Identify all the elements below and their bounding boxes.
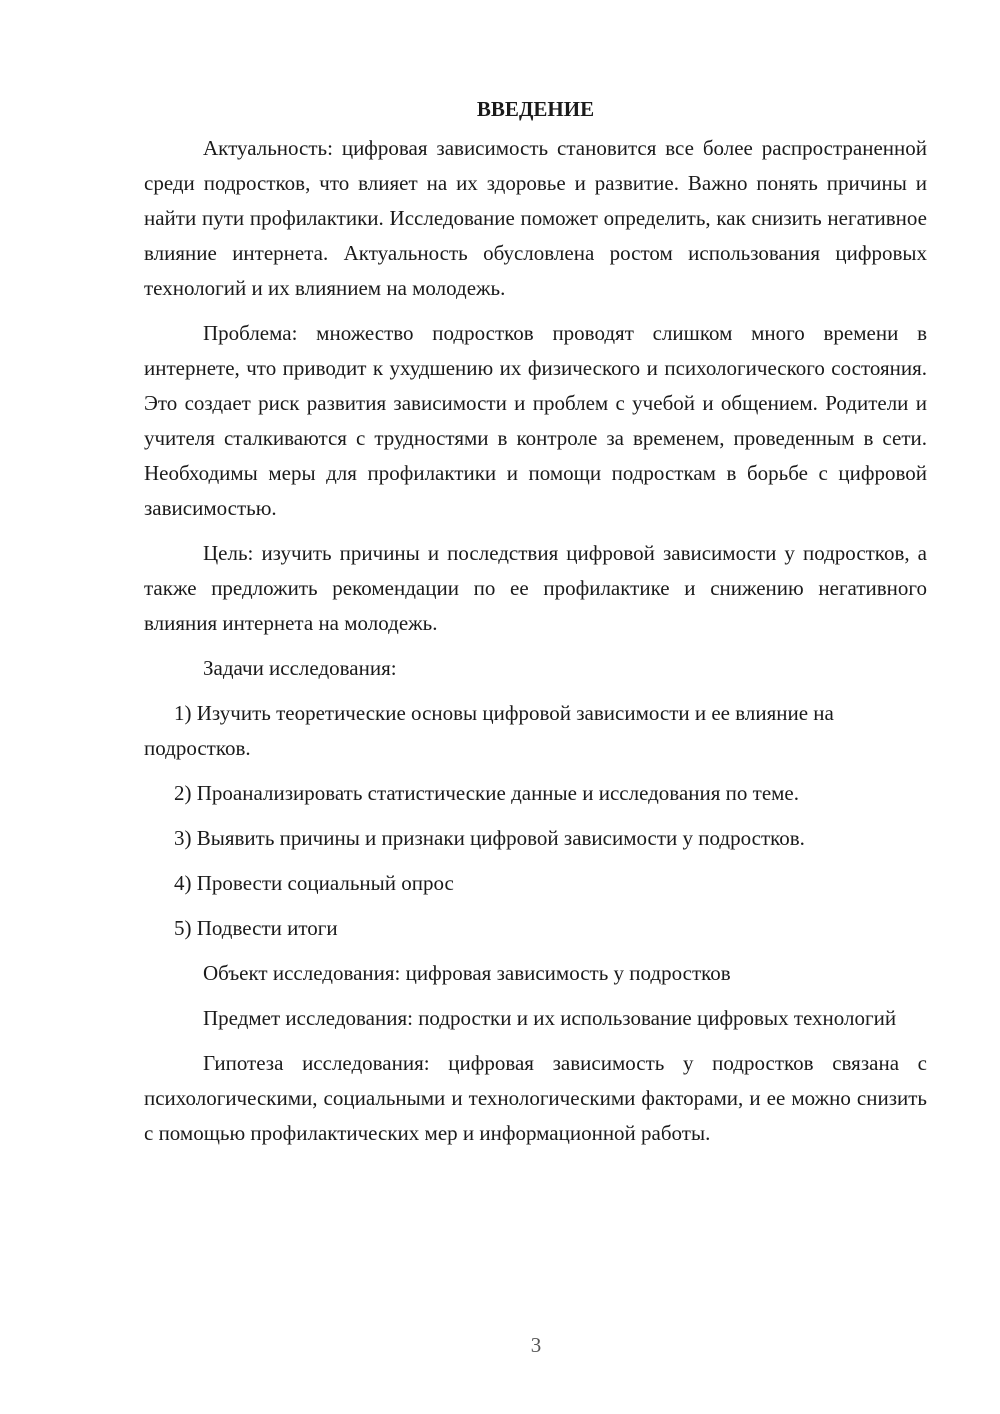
task-item: 3) Выявить причины и признаки цифровой зависимости у подростков. [174,826,805,850]
subject-paragraph: Предмет исследования: подростки и их использование цифровых технологий [203,1006,897,1030]
document-page [144,92,927,1161]
task-item: 1) Изучить теоретические основы цифровой зависимости и ее влияние на подростков. [144,701,834,760]
goal-paragraph: Цель: изучить причины и последствия цифровой зависимости у подростков, а также предложить рекомендации по ее профилактике и снижению негативного влияния интернета на молодежь. [144,541,927,635]
page-number: 3 [530,1333,542,1357]
tasks-list [144,696,927,946]
hypothesis-paragraph: Гипотеза исследования: цифровая зависимость у подростков связана с психологическими, социальными и технологическими факторами, и ее можно снизить с помощью профилактических мер и информационной работы. [144,1051,927,1145]
tasks-heading: Задачи исследования: [203,656,397,680]
task-item: 4) Провести социальный опрос [174,871,454,895]
problem-paragraph: Проблема: множество подростков проводят слишком много времени в интернете, что приводит к ухудшению их физического и психологического состояния. Это создает риск развития зависимости и проблем с учебой и общением. Родители и учителя сталкиваются с трудностями в контроле за временем, проведенным в сети. Необходимы меры для профилактики и помощи подросткам в борьбе с цифровой зависимостью. [144,321,927,520]
object-paragraph: Объект исследования: цифровая зависимость у подростков [203,961,731,985]
task-item: 5) Подвести итоги [174,916,338,940]
task-item: 2) Проанализировать статистические данные и исследования по теме. [174,781,799,805]
page-title: ВВЕДЕНИЕ [476,97,595,121]
relevance-paragraph: Актуальность: цифровая зависимость становится все более распространенной среди подростков, что влияет на их здоровье и развитие. Важно понять причины и найти пути профилактики. Исследование поможет определить, как снизить негативное влияние интернета. Актуальность обусловлена ростом использования цифровых технологий и их влиянием на молодежь. [144,136,927,300]
